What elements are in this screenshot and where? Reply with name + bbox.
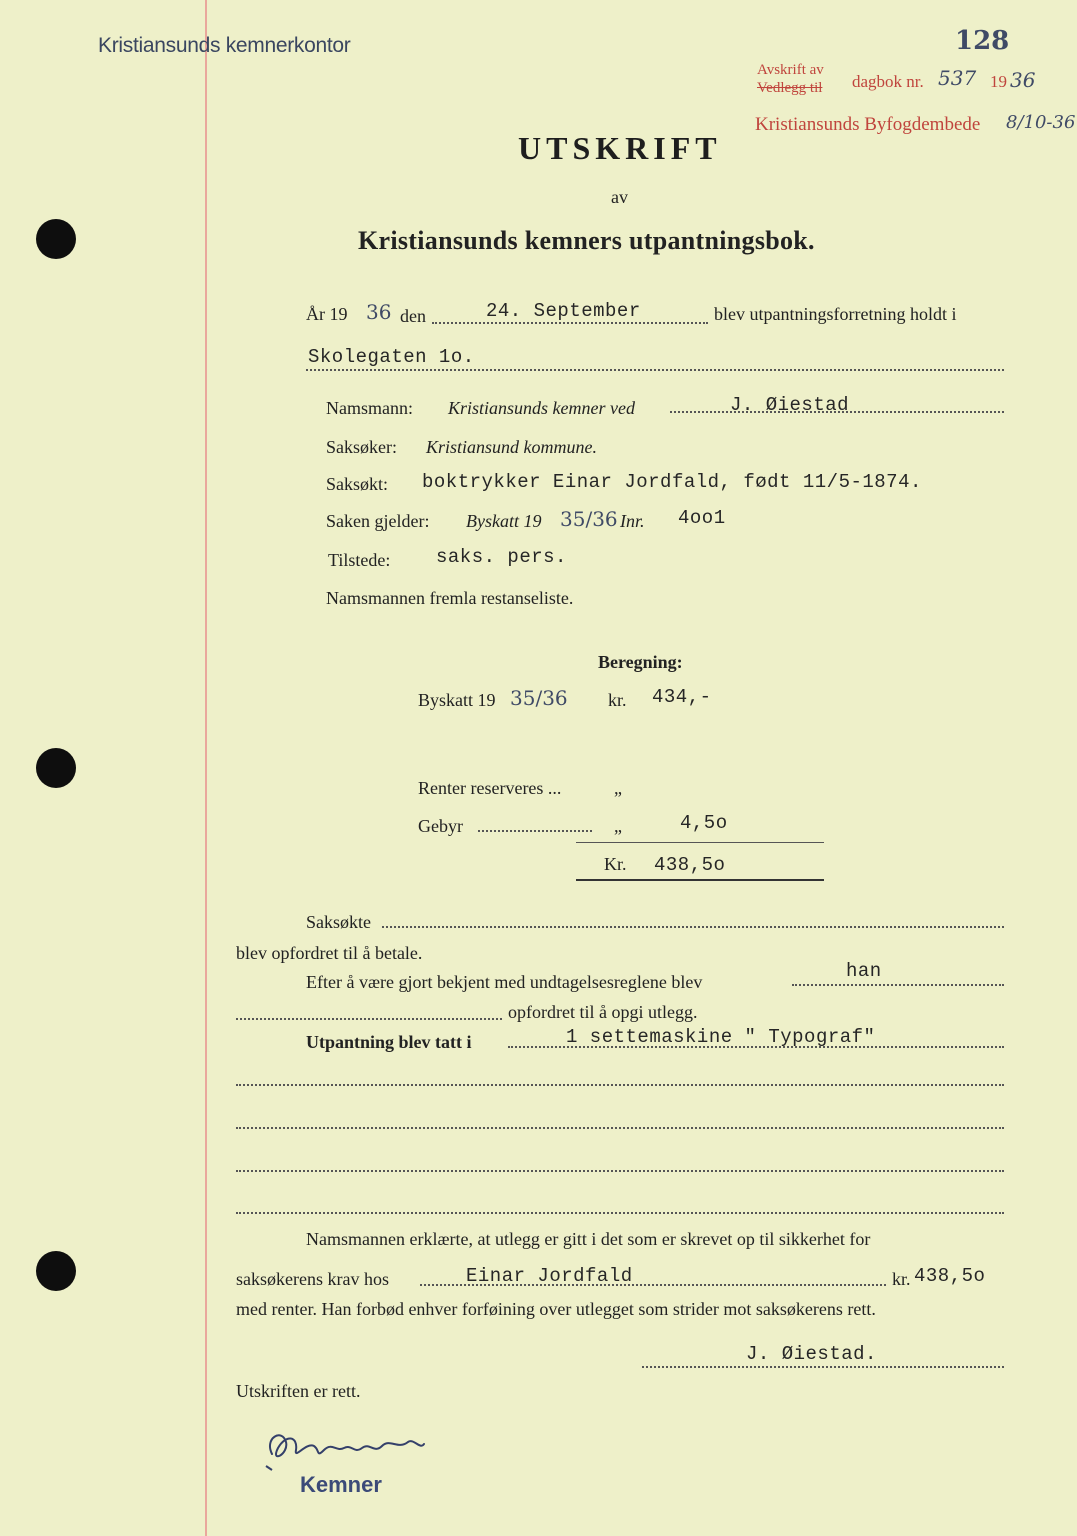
byskatt-label: Byskatt 19 xyxy=(418,690,496,710)
restanse-text: Namsmannen fremla restanseliste. xyxy=(326,588,574,608)
office-stamp: Kristiansunds kemnerkontor xyxy=(98,34,351,57)
total-amount: 438,5o xyxy=(654,854,726,876)
signature-dots xyxy=(642,1366,1004,1368)
document-title: UTSKRIFT xyxy=(518,130,722,166)
opgi-text: opfordret til å opgi utlegg. xyxy=(508,1002,698,1022)
gebyr-label: Gebyr xyxy=(418,816,463,836)
place-dots xyxy=(306,369,1004,371)
stamp-year: 36 xyxy=(1010,68,1036,92)
saksoker-label: Saksøker: xyxy=(326,437,397,457)
saken-label: Saken gjelder: xyxy=(326,511,430,531)
saksokte-label: Saksøkte xyxy=(306,912,371,932)
opgi-dots xyxy=(236,1018,502,1020)
blank-line-3 xyxy=(236,1170,1004,1172)
tilstede-value: saks. pers. xyxy=(436,546,567,568)
gebyr-amount: 4,5o xyxy=(680,812,728,834)
saksokt-label: Saksøkt: xyxy=(326,474,389,494)
sum-rule-bottom xyxy=(576,879,824,881)
erklaerte-text: Namsmannen erklærte, at utlegg er gitt i det som er skrevet op til sikkerhet for xyxy=(306,1229,871,1249)
saken-years: 35/36 xyxy=(560,507,618,531)
efter-text: Efter å være gjort bekjent med undtagelsesreglene blev xyxy=(306,972,703,992)
book-title: Kristiansunds kemners utpantningsbok. xyxy=(358,226,815,255)
gebyr-ditto: „ xyxy=(614,816,622,836)
han-value: han xyxy=(846,960,882,982)
saken-text: Byskatt 19 xyxy=(466,511,542,531)
saksoker-text: Kristiansund kommune. xyxy=(426,437,597,457)
namsmann-text: Kristiansunds kemner ved xyxy=(448,398,635,418)
tilstede-label: Tilstede: xyxy=(328,550,391,570)
saken-nr: Inr. xyxy=(620,511,645,531)
blank-line-2 xyxy=(236,1127,1004,1129)
title-av: av xyxy=(611,187,628,207)
krav-amount: 438,5o xyxy=(914,1265,986,1287)
namsmann-value: J. Øiestad xyxy=(730,394,850,416)
krav-label: saksøkerens krav hos xyxy=(236,1269,389,1289)
renter-label: Renter reserveres ... xyxy=(418,778,562,798)
gebyr-dots xyxy=(478,830,592,832)
stamp-vedlegg: Vedlegg til xyxy=(757,80,823,96)
date-value: 24. September xyxy=(486,300,641,322)
year-value: 36 xyxy=(366,300,392,324)
saksokt-value: boktrykker Einar Jordfald, født 11/5-1874. xyxy=(422,471,922,493)
dagbok-number: 537 xyxy=(938,66,977,90)
renter-ditto: „ xyxy=(614,778,622,798)
total-label: Kr. xyxy=(604,854,627,874)
signature-typed: J. Øiestad. xyxy=(746,1343,877,1365)
kemner-stamp: Kemner xyxy=(300,1472,382,1497)
date-dots xyxy=(432,322,708,324)
namsmann-label: Namsmann: xyxy=(326,398,413,418)
year-label: År 19 xyxy=(306,304,348,324)
opfordret-text: blev opfordret til å betale. xyxy=(236,943,423,963)
punch-hole-middle xyxy=(36,748,76,788)
stamp-dagbok-label: dagbok nr. xyxy=(852,72,924,91)
intro-tail: blev utpantningsforretning holdt i xyxy=(714,304,957,324)
utpantning-label: Utpantning blev tatt i xyxy=(306,1032,472,1052)
byskatt-years: 35/36 xyxy=(510,686,568,710)
sum-rule-top xyxy=(576,842,824,843)
stamp-date: 8/10-36 xyxy=(1006,112,1076,133)
krav-kr: kr. xyxy=(892,1269,911,1289)
den-label: den xyxy=(400,306,426,326)
stamp-avskrift: Avskrift av xyxy=(757,62,824,78)
utpantning-value: 1 settemaskine " Typograf" xyxy=(566,1026,876,1048)
margin-line xyxy=(205,0,207,1536)
krav-name: Einar Jordfald xyxy=(466,1265,633,1287)
byskatt-amount: 434,- xyxy=(652,686,712,708)
place-value: Skolegaten 1o. xyxy=(308,346,475,368)
utskrift-rett: Utskriften er rett. xyxy=(236,1381,361,1401)
handwritten-signature xyxy=(258,1420,438,1472)
punch-hole-bottom xyxy=(36,1251,76,1291)
beregning-heading: Beregning: xyxy=(598,652,683,672)
stamp-year-prefix: 19 xyxy=(990,72,1007,91)
han-dots xyxy=(792,984,1004,986)
punch-hole-top xyxy=(36,219,76,259)
saksokte-dots xyxy=(382,926,1004,928)
saken-number: 4oo1 xyxy=(678,507,726,529)
byskatt-kr: kr. xyxy=(608,690,627,710)
renter-line: med renter. Han forbød enhver forføining over utlegget som strider mot saksøkerens rett. xyxy=(236,1299,876,1319)
blank-line-1 xyxy=(236,1084,1004,1086)
stamp-byfogdembede: Kristiansunds Byfogdembede xyxy=(755,114,981,135)
blank-line-4 xyxy=(236,1212,1004,1214)
page-number: 128 xyxy=(955,26,1010,56)
